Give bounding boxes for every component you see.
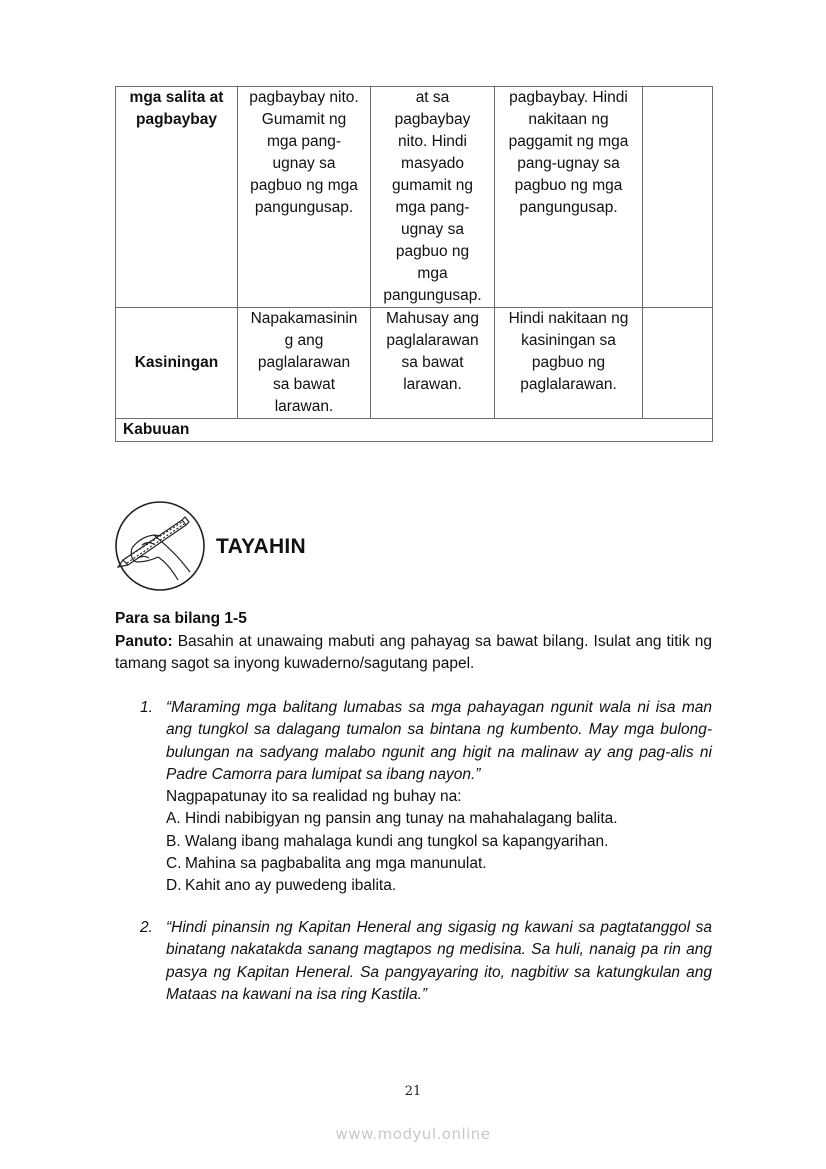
cell-text: at sa — [415, 89, 450, 106]
choice-letter: D. — [166, 877, 182, 895]
cell-text: nakitaan ng — [528, 111, 609, 128]
cell-text: gumamit ng — [392, 177, 473, 194]
choice-text: Hindi nabibigyan ng pansin ang tunay na mahahalagang balita. — [185, 810, 618, 828]
question-lead: Nagpapatunay ito sa realidad ng buhay na: — [166, 788, 462, 806]
instructions-text: Basahin at unawaing mabuti ang pahayag sa bawat bilang. Isulat ang titik ng tamang sagot sa inyong kuwaderno/sagutang papel. — [115, 633, 712, 672]
question-2 — [140, 917, 712, 1006]
cell-text: paglalarawan. — [520, 376, 617, 393]
cell-text: pangungusap. — [383, 287, 482, 304]
choice-text: Mahina sa pagbabalita ang mga manunulat. — [185, 855, 487, 873]
rubric-cell — [238, 87, 371, 308]
cell-text: ugnay sa — [272, 155, 336, 172]
score-cell — [643, 87, 713, 308]
choice-letter: A. — [166, 810, 181, 828]
cell-text: pagbuo ng mga — [250, 177, 358, 194]
cell-text: kasiningan sa — [521, 332, 616, 349]
cell-text: larawan. — [403, 376, 462, 393]
cell-text: pagbaybay. Hindi — [509, 89, 628, 106]
question-number: 2. — [140, 919, 153, 936]
instructions-heading: Para sa bilang 1-5 — [115, 610, 247, 627]
instructions — [115, 631, 712, 675]
rubric-table — [115, 86, 713, 442]
cell-text: pangungusap. — [254, 199, 354, 216]
cell-text: Napakamasinin — [250, 310, 358, 327]
section-title: TAYAHIN — [216, 535, 307, 558]
cell-text: pagbaybay nito. — [249, 89, 359, 106]
cell-text: sa bawat — [401, 354, 464, 371]
question-number: 1. — [140, 699, 153, 716]
rubric-cell — [495, 87, 643, 308]
choice-text: Kahit ano ay puwedeng ibalita. — [185, 877, 397, 895]
criterion-text: mga salita at — [129, 89, 224, 106]
instructions-label: Panuto: — [115, 633, 173, 650]
cell-text: ugnay sa — [401, 221, 464, 238]
criterion-text: Kasiningan — [134, 354, 219, 371]
hand-writing-pencil-icon — [114, 500, 206, 592]
choice-text: Walang ibang mahalaga kundi ang tungkol sa kapangyarihan. — [185, 832, 609, 850]
question-stem: “Maraming mga balitang lumabas sa mga pahayagan ngunit wala ni isa man ang tungkol sa dalagang tumalon sa bintana ng kumbento. May mga bulong-bulungan na sadyang malabo ngunit ang higit na malinaw ay ang pag-alis ni Padre Camorra para lumipat sa ibang nayon.” — [166, 699, 712, 783]
cell-text: Hindi nakitaan ng — [508, 310, 629, 327]
choice-letter: B. — [166, 832, 181, 850]
choice-b — [166, 831, 712, 853]
cell-text: mga pang- — [266, 133, 342, 150]
cell-text: paglalarawan — [257, 354, 351, 371]
table-row-total — [116, 419, 713, 442]
cell-text: Mahusay ang — [385, 310, 480, 327]
rubric-cell — [238, 308, 371, 419]
cell-text: mga pang- — [395, 199, 470, 216]
table-row — [116, 308, 713, 419]
watermark: www.modyul.online — [335, 1125, 491, 1143]
cell-text: g ang — [284, 332, 324, 349]
criterion-cell — [116, 87, 238, 308]
cell-text: sa bawat — [272, 376, 336, 393]
total-label: Kabuuan — [116, 419, 713, 442]
cell-text: pangungusap. — [519, 199, 618, 216]
cell-text: pagbuo ng — [395, 243, 470, 260]
table-row — [116, 87, 713, 308]
choice-letter: C. — [166, 855, 182, 873]
cell-text: larawan. — [274, 398, 334, 415]
choice-d — [166, 875, 712, 897]
cell-text: pang-ugnay sa — [517, 155, 620, 172]
cell-text: nito. Hindi — [398, 133, 467, 150]
cell-text: mga — [417, 265, 448, 282]
question-1 — [140, 697, 712, 898]
criterion-cell — [116, 308, 238, 419]
cell-text: masyado — [401, 155, 464, 172]
choice-c — [166, 853, 712, 875]
score-cell — [643, 308, 713, 419]
cell-text: paggamit ng mga — [508, 133, 629, 150]
rubric-cell — [495, 308, 643, 419]
question-stem: “Hindi pinansin ng Kapitan Heneral ang sigasig ng kawani sa pagtatanggol sa binatang nakatakda sanang magtapos ng medisina. Sa huli, nanaig pa rin ang pasya ng Kapitan Heneral. Sa pangyayaring ito, nagbitiw sa katungkulan ang Mataas na kawani na isa ring Kastila.” — [166, 919, 712, 1003]
cell-text: Gumamit ng — [261, 111, 347, 128]
cell-text: pagbuo ng — [531, 354, 606, 371]
page-number: 21 — [404, 1084, 422, 1099]
criterion-text: pagbaybay — [136, 111, 217, 128]
cell-text: pagbuo ng mga — [514, 177, 623, 194]
rubric-cell — [371, 308, 495, 419]
cell-text: paglalarawan — [386, 332, 479, 349]
choice-a — [166, 808, 712, 830]
cell-text: pagbaybay — [394, 111, 471, 128]
rubric-cell — [371, 87, 495, 308]
